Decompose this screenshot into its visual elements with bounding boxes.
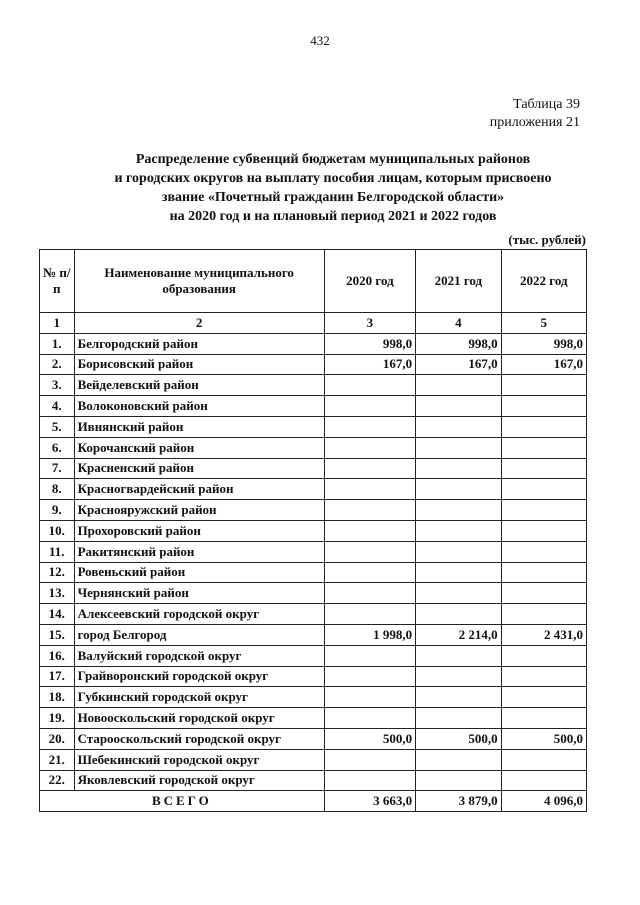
table-row [40,541,587,562]
value-2022 [501,583,586,604]
value-2020 [324,541,416,562]
header-name: Наименование муниципального образования [74,250,324,313]
total-row [40,791,587,812]
row-number: 16. [40,645,75,666]
row-number: 12. [40,562,75,583]
row-number: 22. [40,770,75,791]
value-2020 [324,749,416,770]
municipality-name: Белгородский район [74,333,324,354]
value-2022: 2 431,0 [501,624,586,645]
row-number: 8. [40,479,75,500]
table-row [40,749,587,770]
value-2020 [324,687,416,708]
municipality-name: Чернянский район [74,583,324,604]
value-2020 [324,562,416,583]
row-number: 20. [40,728,75,749]
header-2022: 2022 год [501,250,586,313]
value-2021 [416,479,501,500]
value-2022: 500,0 [501,728,586,749]
document-title [40,150,626,226]
table-number: Таблица 39 [513,97,580,112]
total-2022: 4 096,0 [501,791,586,812]
column-number-row [40,313,587,334]
value-2021 [416,708,501,729]
value-2021 [416,562,501,583]
value-2021 [416,749,501,770]
total-label: ВСЕГО [40,791,325,812]
municipality-name: Ракитянский район [74,541,324,562]
title-line-4: на 2020 год и на плановый период 2021 и 2022 годов [169,209,497,224]
value-2021: 500,0 [416,728,501,749]
value-2022 [501,541,586,562]
row-number: 13. [40,583,75,604]
appendix-number: приложения 21 [489,115,580,130]
municipality-name: Алексеевский городской округ [74,604,324,625]
row-number: 10. [40,520,75,541]
table-row [40,520,587,541]
municipality-name: город Белгород [74,624,324,645]
value-2021 [416,458,501,479]
value-2021 [416,604,501,625]
value-2022: 998,0 [501,333,586,354]
table-row [40,666,587,687]
value-2020: 500,0 [324,728,416,749]
header-row [40,250,587,313]
value-2022 [501,770,586,791]
value-2021 [416,520,501,541]
row-number: 18. [40,687,75,708]
table-row [40,604,587,625]
table-row [40,354,587,375]
municipality-name: Грайворонский городской округ [74,666,324,687]
municipality-name: Волоконовский район [74,396,324,417]
table-row [40,416,587,437]
row-number: 1. [40,333,75,354]
value-2020 [324,770,416,791]
value-2020 [324,604,416,625]
value-2020 [324,645,416,666]
value-2021 [416,687,501,708]
value-2022 [501,604,586,625]
value-2021 [416,541,501,562]
row-number: 5. [40,416,75,437]
value-2022 [501,645,586,666]
value-2020: 167,0 [324,354,416,375]
value-2020 [324,479,416,500]
row-number: 6. [40,437,75,458]
header-2021: 2021 год [416,250,501,313]
value-2022 [501,396,586,417]
row-number: 11. [40,541,75,562]
row-number: 17. [40,666,75,687]
row-number: 2. [40,354,75,375]
row-number: 19. [40,708,75,729]
row-number: 21. [40,749,75,770]
units-label: (тыс. рублей) [508,232,586,247]
value-2020 [324,500,416,521]
municipality-name: Шебекинский городской округ [74,749,324,770]
header-num: № п/п [40,250,75,313]
value-2021 [416,645,501,666]
value-2022 [501,500,586,521]
table-row [40,583,587,604]
value-2020 [324,583,416,604]
municipality-name: Яковлевский городской округ [74,770,324,791]
municipality-name: Ровеньский район [74,562,324,583]
title-line-1: Распределение субвенций бюджетам муниципальных районов [135,152,531,167]
municipality-name: Губкинский городской округ [74,687,324,708]
value-2022 [501,749,586,770]
value-2022 [501,458,586,479]
value-2020 [324,396,416,417]
value-2021: 998,0 [416,333,501,354]
value-2020 [324,520,416,541]
value-2022 [501,479,586,500]
municipality-name: Ивнянский район [74,416,324,437]
value-2022 [501,375,586,396]
title-line-3: звание «Почетный гражданин Белгородской области» [161,190,505,205]
table-row [40,333,587,354]
table-row [40,500,587,521]
value-2022 [501,520,586,541]
table-row [40,770,587,791]
municipality-name: Краснояружский район [74,500,324,521]
row-number: 9. [40,500,75,521]
value-2021 [416,666,501,687]
value-2022 [501,687,586,708]
total-2021: 3 879,0 [416,791,501,812]
value-2020 [324,708,416,729]
value-2021 [416,437,501,458]
row-number: 4. [40,396,75,417]
value-2022 [501,708,586,729]
municipality-name: Красненский район [74,458,324,479]
column-number: 5 [501,313,586,334]
value-2021 [416,416,501,437]
row-number: 7. [40,458,75,479]
column-number: 2 [74,313,324,334]
value-2020 [324,437,416,458]
value-2022 [501,437,586,458]
value-2020 [324,375,416,396]
municipality-name: Корочанский район [74,437,324,458]
municipality-name: Старооскольский городской округ [74,728,324,749]
value-2022 [501,416,586,437]
municipality-name: Красногвардейский район [74,479,324,500]
value-2022: 167,0 [501,354,586,375]
table-row [40,437,587,458]
table-row [40,396,587,417]
municipality-name: Прохоровский район [74,520,324,541]
value-2021 [416,770,501,791]
table-row [40,479,587,500]
value-2020 [324,416,416,437]
municipality-name: Борисовский район [74,354,324,375]
table-row [40,458,587,479]
value-2021 [416,583,501,604]
column-number: 4 [416,313,501,334]
value-2021 [416,500,501,521]
table-reference [490,96,580,132]
municipality-name: Новооскольский городской округ [74,708,324,729]
header-2020: 2020 год [324,250,416,313]
value-2021: 2 214,0 [416,624,501,645]
title-line-2: и городских округов на выплату пособия лицам, которым присвоено [114,171,552,186]
value-2021: 167,0 [416,354,501,375]
table-row [40,687,587,708]
row-number: 14. [40,604,75,625]
value-2020 [324,458,416,479]
value-2020: 1 998,0 [324,624,416,645]
value-2020 [324,666,416,687]
row-number: 3. [40,375,75,396]
value-2020: 998,0 [324,333,416,354]
value-2021 [416,396,501,417]
value-2022 [501,562,586,583]
column-number: 3 [324,313,416,334]
table-row [40,708,587,729]
subsidy-table [39,249,587,812]
total-2020: 3 663,0 [324,791,416,812]
page-number: 432 [310,33,330,48]
value-2021 [416,375,501,396]
table-row [40,562,587,583]
table-row [40,375,587,396]
value-2022 [501,666,586,687]
municipality-name: Валуйский городской округ [74,645,324,666]
column-number: 1 [40,313,75,334]
table-row [40,645,587,666]
table-row [40,728,587,749]
table-row [40,624,587,645]
row-number: 15. [40,624,75,645]
municipality-name: Вейделевский район [74,375,324,396]
